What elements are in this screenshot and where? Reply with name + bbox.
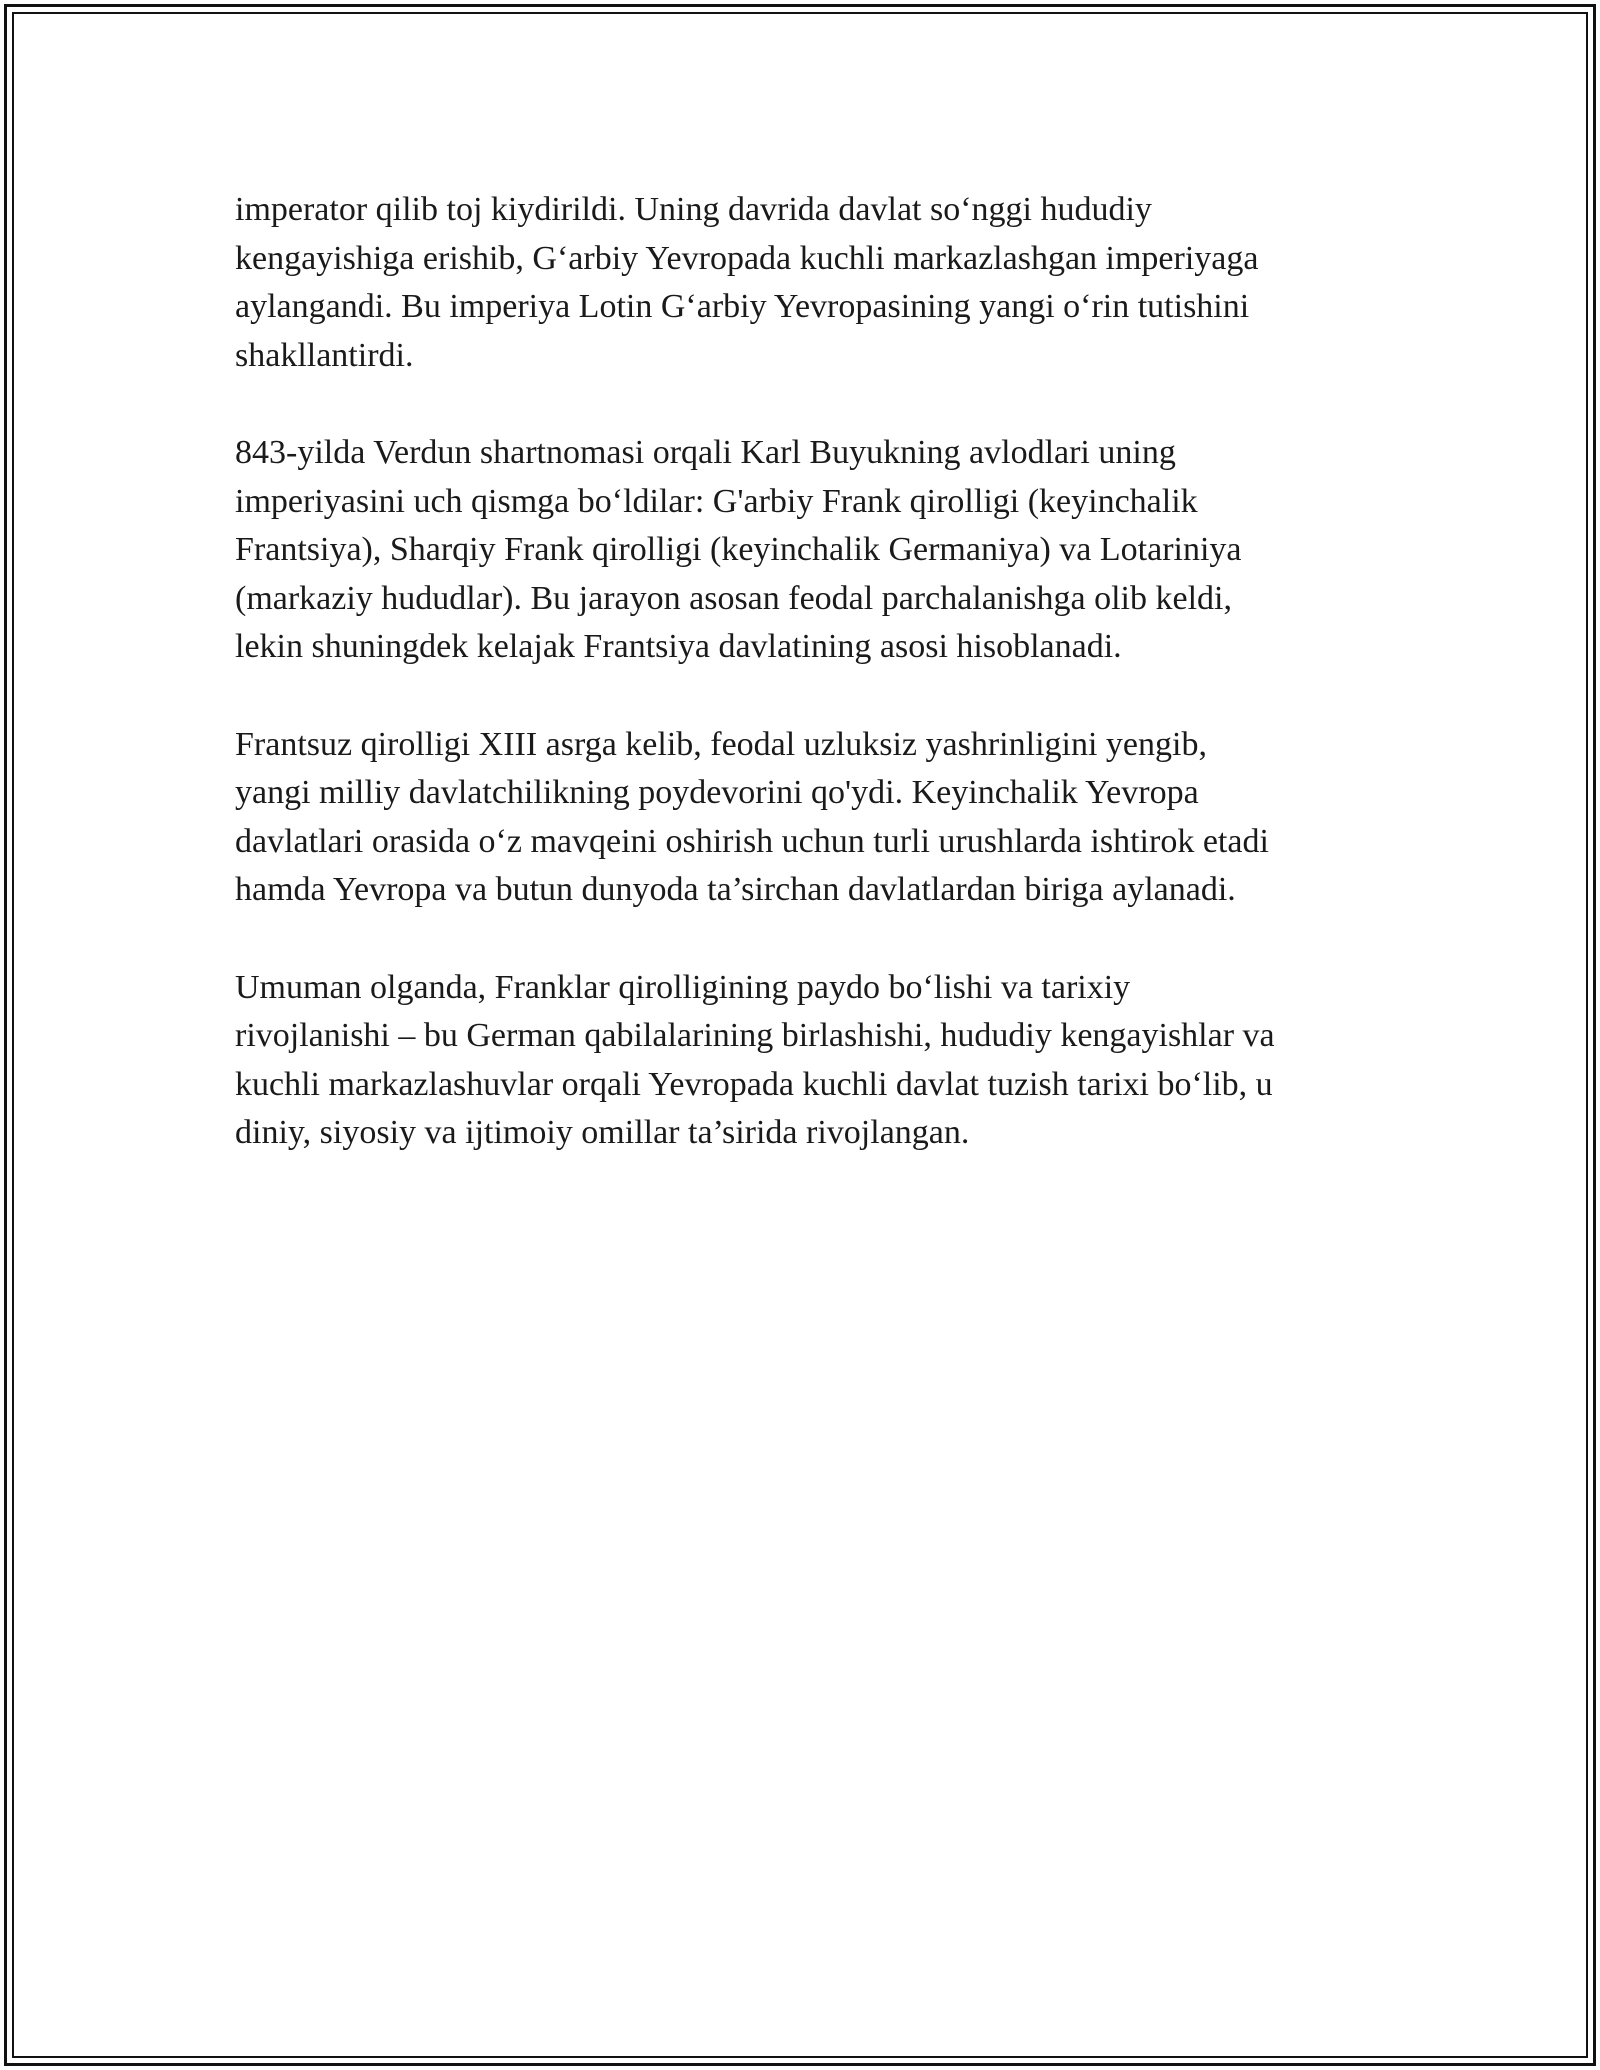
paragraph-3	[235, 721, 1365, 915]
text-line: (markaziy hududlar). Bu jarayon asosan feodal parchalanishga olib keldi,	[235, 579, 1232, 617]
text-line: diniy, siyosiy va ijtimoiy omillar ta’sirida rivojlangan.	[235, 1114, 970, 1151]
paragraph-1	[235, 186, 1365, 380]
paragraph-2	[235, 429, 1365, 672]
text-line: lekin shuningdek kelajak Frantsiya davlatining asosi hisoblanadi.	[235, 628, 1122, 665]
text-line: Frantsiya), Sharqiy Frank qirolligi (keyinchalik Germaniya) va Lotariniya	[235, 531, 1242, 568]
text-line: kuchli markazlashuvlar orqali Yevropada kuchli davlat tuzish tarixi bo‘lib, u	[235, 1065, 1273, 1103]
text-line: Frantsuz qirolligi XIII asrga kelib, feodal uzluksiz yashrinligini yengib,	[235, 725, 1207, 763]
text-line: Umuman olganda, Franklar qirolligining paydo bo‘lishi va tarixiy	[235, 968, 1131, 1006]
text-line: 843-yilda Verdun shartnomasi orqali Karl Buyukning avlodlari uning	[235, 434, 1176, 471]
document-body	[235, 186, 1365, 1207]
text-line: yangi milliy davlatchilikning poydevorini qo'ydi. Keyinchalik Yevropa	[235, 774, 1199, 811]
paragraph-4	[235, 964, 1365, 1158]
text-line: hamda Yevropa va butun dunyoda ta’sirchan davlatlardan biriga aylanadi.	[235, 871, 1236, 908]
text-line: aylangandi. Bu imperiya Lotin G‘arbiy Yevropasining yangi o‘rin tutishini	[235, 288, 1250, 325]
text-line: kengayishiga erishib, G‘arbiy Yevropada kuchli markazlashgan imperiyaga	[235, 239, 1259, 277]
text-line: davlatlari orasida o‘z mavqeini oshirish uchun turli urushlarda ishtirok etadi	[235, 822, 1269, 860]
text-line: imperiyasini uch qismga bo‘ldilar: G'arbiy Frank qirolligi (keyinchalik	[235, 482, 1198, 520]
text-line: rivojlanishi – bu German qabilalarining birlashishi, hududiy kengayishlar va	[235, 1017, 1275, 1054]
text-line: imperator qilib toj kiydirildi. Uning davrida davlat so‘nggi hududiy	[235, 191, 1152, 228]
text-line: shakllantirdi.	[235, 336, 414, 374]
